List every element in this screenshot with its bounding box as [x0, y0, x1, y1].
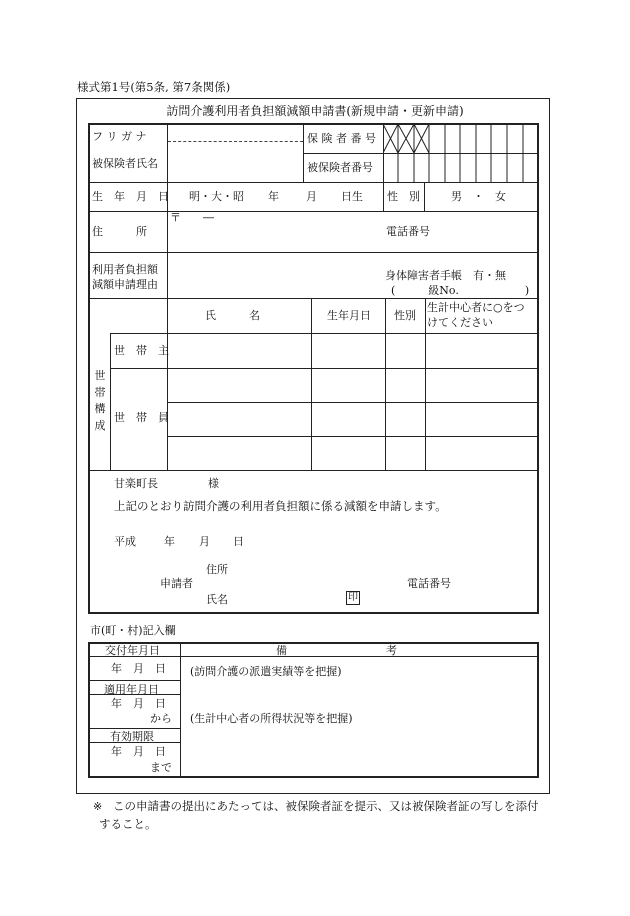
- birth-year-unit: 年: [268, 190, 279, 203]
- reason-label-line2: 減額申請理由: [92, 278, 158, 291]
- issue-date-ymd: 年 月 日: [111, 662, 166, 675]
- date-era: 平成: [114, 535, 136, 548]
- household-member-label: 世 帯 員: [114, 411, 169, 424]
- household-col-birth: 生年月日: [327, 309, 371, 322]
- applied-date-label: 適用年月日: [104, 683, 159, 696]
- reason-label-line1: 利用者負担額: [92, 263, 158, 276]
- birth-month-unit: 月: [306, 190, 317, 203]
- gender-label: 性 別: [387, 190, 420, 203]
- valid-until-label: 有効期限: [110, 730, 154, 743]
- date-month: 月: [199, 535, 210, 548]
- addressee: 甘楽町長: [114, 477, 158, 490]
- footnote-line2: すること。: [99, 817, 157, 831]
- applicant-name-label: 氏名: [206, 593, 228, 606]
- number-boxes: [383, 124, 539, 182]
- valid-until-suffix: まで: [150, 761, 172, 774]
- date-year: 年: [164, 535, 175, 548]
- era-options[interactable]: 明・大・昭: [189, 190, 244, 203]
- form-number: 様式第1号(第5条, 第7条関係): [77, 80, 231, 94]
- seal-mark: 印: [348, 592, 358, 603]
- date-day: 日: [233, 535, 244, 548]
- applicant-address-label: 住所: [206, 563, 228, 576]
- household-col-support-2: けてください: [427, 316, 493, 329]
- insured-number-label: 被保険者番号: [307, 161, 373, 174]
- household-member-name[interactable]: [168, 369, 310, 401]
- valid-until-ymd: 年 月 日: [111, 745, 166, 758]
- furigana-field[interactable]: [168, 126, 302, 140]
- household-col-support-1: 生計中心者に○をつ: [427, 301, 525, 314]
- phone-label: 電話番号: [386, 225, 430, 238]
- address-label: 住 所: [92, 225, 147, 238]
- remarks-note-2: (生計中心者の所得状況等を把握): [190, 712, 353, 725]
- household-col-name: 氏 名: [205, 309, 260, 322]
- household-member-name[interactable]: [168, 437, 310, 469]
- household-member-name[interactable]: [168, 403, 310, 435]
- remarks-note-1: (訪問介護の派遣実績等を把握): [190, 665, 342, 678]
- disability-handbook[interactable]: 身体障害者手帳 有・無: [385, 269, 506, 282]
- insured-name-field[interactable]: [168, 143, 302, 181]
- application-statement: 上記のとおり訪問介護の利用者負担額に係る減額を申請します。: [114, 499, 447, 513]
- reason-field[interactable]: [168, 254, 378, 296]
- insurer-number-label: 保 険 者 番 号: [307, 132, 376, 145]
- household-head-name[interactable]: [168, 334, 310, 367]
- birth-label: 生 年 月 日: [92, 190, 169, 203]
- applied-date-ymd: 年 月 日: [111, 697, 166, 710]
- remarks-label: 備 考: [276, 644, 397, 657]
- office-section-title: 市(町・村)記入欄: [90, 624, 176, 637]
- birth-day-unit: 日生: [341, 190, 363, 203]
- household-col-gender: 性別: [394, 309, 416, 322]
- footnote-mark: ※: [93, 800, 103, 813]
- applicant-phone-label: 電話番号: [407, 577, 451, 590]
- disability-grade: ( 級No. ): [391, 284, 530, 297]
- issue-date-label: 交付年月日: [105, 644, 160, 657]
- applicant-label: 申請者: [160, 577, 193, 590]
- furigana-label: フ リ ガ ナ: [92, 130, 147, 143]
- postal-code[interactable]: 〒 ―: [170, 211, 214, 224]
- household-head-label: 世 帯 主: [114, 344, 169, 357]
- form-title: 訪問介護利用者負担額減額申請書(新規申請・更新申請): [166, 104, 464, 118]
- footnote-line1: この申請書の提出にあたっては、被保険者証を提示、又は被保険者証の写しを添付: [113, 799, 539, 813]
- insured-name-label: 被保険者氏名: [92, 157, 158, 170]
- addressee-sama: 様: [208, 477, 219, 490]
- gender-options[interactable]: 男 ・ 女: [451, 190, 506, 203]
- applied-from: から: [150, 712, 172, 725]
- household-section-label: 世 帯 構 成: [94, 369, 106, 432]
